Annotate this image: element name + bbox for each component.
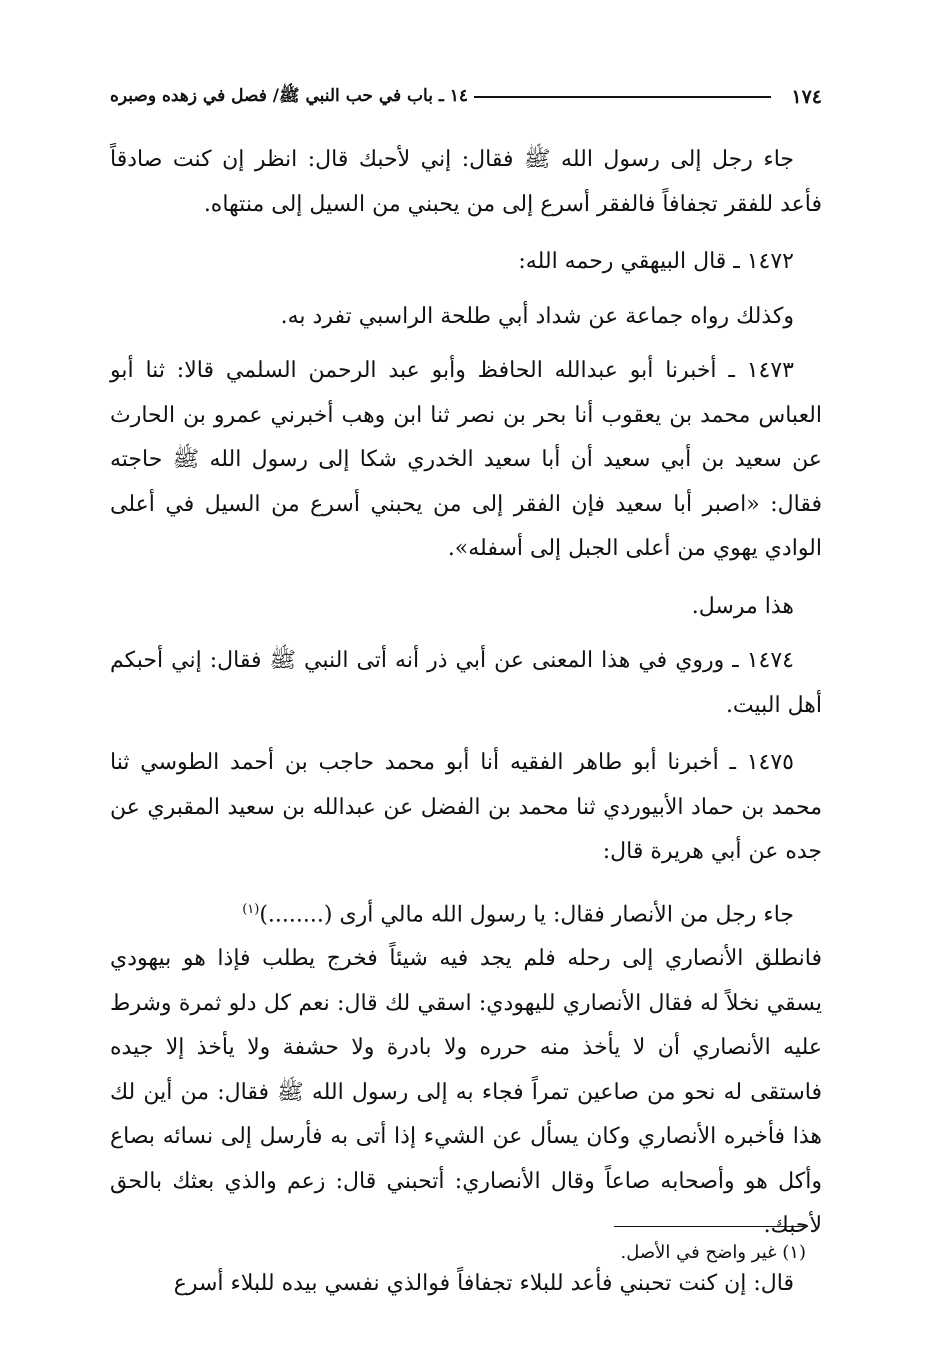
hadith-1472-heading: ١٤٧٢ ـ قال البيهقي رحمه الله:: [518, 249, 794, 274]
page-number: ١٧٤: [791, 86, 822, 108]
paragraph: وكذلك رواه جماعة عن شداد أبي طلحة الراسبي تفرد به.: [280, 303, 794, 329]
header-rule: [474, 96, 771, 98]
paragraph: فانطلق الأنصاري إلى رحله فلم يجد فيه شيئاً فخرج يطلب فإذا هو بيهودي يسقي نخلاً له فقال الأنصاري لليهودي: اسقي لك قال: نعم كل دلو ثمرة وشرط عليه الأنصاري أن لا يأخذ منه حرره ولا بادرة ولا حشفة ولا يأخذ إلا جيده فاستقى له نحو من صاعين تمراً فجاء به إلى رسول الله ﷺ فقال: من أين لك هذا فأخبره الأنصاري وكان يسأل عن الشيء إذا أتى به فأرسل إلى نسائه بصاع وأكل هو وأصحابه صاعاً وقال الأنصاري: أتحبني قال: زعم والذي بعثك بالحق لأحبك.: [110, 946, 822, 1239]
running-header: [110, 80, 822, 114]
footnoted-text: جاء رجل من الأنصار فقال: يا رسول الله مالي أرى (........): [259, 901, 794, 927]
hadith-1475: ١٤٧٥ ـ أخبرنا أبو طاهر الفقيه أنا أبو محمد حاجب بن أحمد الطوسي ثنا محمد بن حماد الأبيوردي ثنا محمد بن الفضل عن عبدالله بن سعيد المقبري عن جده عن أبي هريرة قال:: [110, 750, 822, 864]
paragraph: قال: إن كنت تحبني فأعد للبلاء تجفافاً فوالذي نفسي بيده للبلاء أسرع: [173, 1270, 794, 1296]
footnote: (١) غير واضح في الأصل.: [620, 1242, 806, 1263]
footnote-separator: [614, 1226, 804, 1227]
paragraph: جاء رجل إلى رسول الله ﷺ فقال: إني لأحبك قال: انظر إن كنت صادقاً فأعد للفقر تجفافاً فالفقر أسرع إلى من يحبني من السيل إلى منتهاه.: [110, 147, 822, 217]
hadith-1474: ١٤٧٤ ـ وروي في هذا المعنى عن أبي ذر أنه أتى النبي ﷺ فقال: إني أحبكم أهل البيت.: [110, 648, 822, 718]
footnoted-paragraph: [110, 888, 822, 938]
footnote-reference: (١): [242, 901, 260, 917]
paragraph: هذا مرسل.: [691, 593, 794, 619]
hadith-1473: ١٤٧٣ ـ أخبرنا أبو عبدالله الحافظ وأبو عبد الرحمن السلمي قالا: ثنا أبو العباس محمد بن يعقوب أنا بحر بن نصر ثنا ابن وهب أخبرني عمرو بن الحارث عن سعيد بن أبي سعيد أن أبا سعيد الخدري شكا إلى رسول الله ﷺ حاجته فقال: «اصبر أبا سعيد فإن الفقر إلى من يحبني أسرع من السيل في أعلى الوادي يهوي من أعلى الجبل إلى أسفله».: [110, 358, 822, 561]
main-text: [110, 138, 822, 1319]
chapter-title: ١٤ ـ باب في حب النبي ﷺ/ فصل في زهده وصبره: [110, 85, 469, 106]
